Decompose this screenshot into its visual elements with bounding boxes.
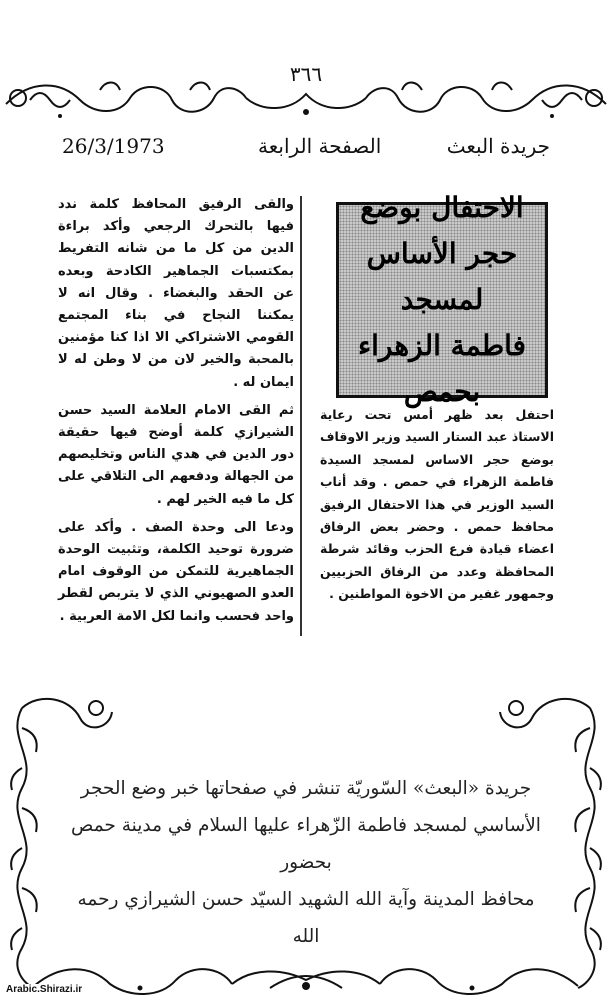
article-left-column [58,194,294,634]
article-paragraph: ودعا الى وحدة الصف . وأكد على ضرورة توحيد الكلمة، وتثبيت الوحدة الجماهيرية للتمكن من الوقوف امام العدو الصهيوني الذي لا يتربص لقطر واحد فحسب وانما لكل الامة العربية . [58,519,294,624]
caption-line: جريدة «البعث» السّوريّة تنشر في صفحاتها خبر وضع الحجر [80,778,532,799]
header-page-label: الصفحة الرابعة [258,134,382,158]
headline-line: حجر الأساس لمسجد [366,237,518,316]
article-right-column [320,404,554,644]
caption-line: الأساسي لمسجد فاطمة الزّهراء عليها السلام في مدينة حمص بحضور [71,815,541,873]
headline-line: بحمص [403,375,481,408]
article-paragraph: ثم القى الامام العلامة السيد حسن الشيرازي كلمة أوضح فيها حقيقة دور الدين في هدي الناس وتخليصهم من الجهالة ودفعهم الى التلاقي على كل ما فيه الخير لهم . [58,402,294,507]
article-headline-box [336,191,548,408]
newspaper-header [0,134,612,164]
headline-line: الاحتفال بوضع [360,191,524,224]
page-number: ٣٦٦ [289,62,323,86]
caption [70,770,542,955]
article-paragraph: والقى الرفيق المحافظ كلمة ندد فيها بالتحرك الرجعي وأكد براءة الدين من كل ما من شانه التفريط بمكتسبات الجماهير الكادحة وبعده عن الحقد والبغضاء . وقال انه لا يمكننا النجاح في بناء المجتمع القومي الاشتراكي الا اذا كنا مؤمنين بالمحبة والخير لان من لا وطن له لا ايمان له . [58,197,294,390]
caption-line: محافظ المدينة وآية الله الشهيد السيّد حسن الشيرازي رحمه الله [77,889,535,947]
column-divider [300,196,302,636]
watermark: Arabic.Shirazi.ir [6,984,83,995]
header-date: 26/3/1973 [62,134,165,158]
article-paragraph: احتفل بعد ظهر أمس تحت رعاية الاستاذ عبد الستار السيد وزير الاوقاف بوضع حجر الاساس لمسجد السيدة فاطمة الزهراء في حمص . وقد أناب السيد الوزير في هذا الاحتفال الرفيق محافظ حمص . وحضر بعض الرفاق اعضاء قيادة فرع الحزب وقائد شرطة المحافظة وعدد من الرفاق الحزبيين وجمهور غفير من الاخوة المواطنين . [320,407,554,602]
header-newspaper-name: جريدة البعث [446,134,550,158]
headline-line: فاطمة الزهراء [357,329,527,362]
